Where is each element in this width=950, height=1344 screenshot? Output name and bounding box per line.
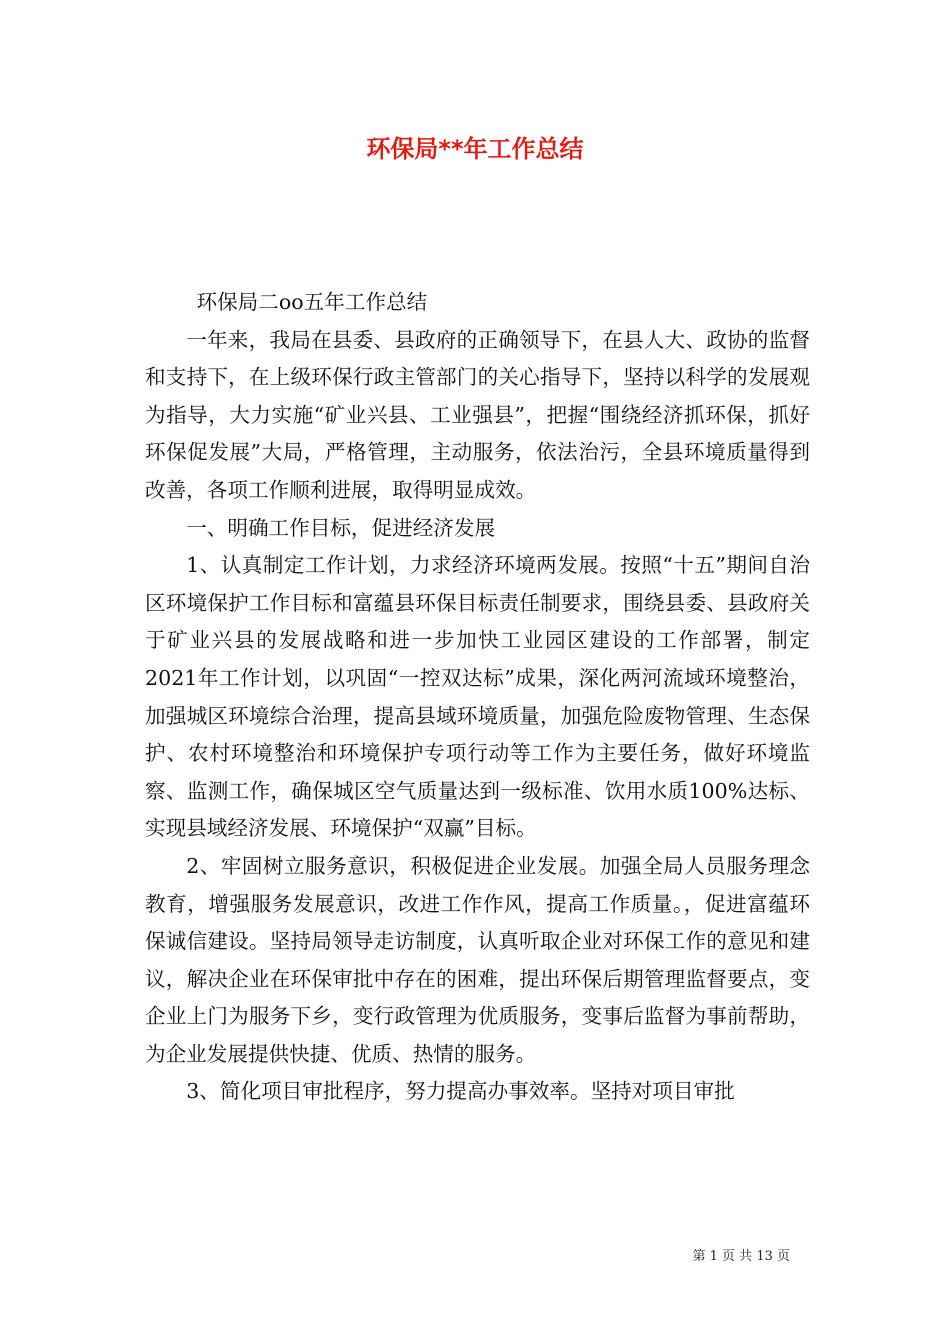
section-heading: 一、明确工作目标，促进经济发展 bbox=[186, 515, 496, 540]
body-paragraph-item-2: 2、牢固树立服务意识，积极促进企业发展。加强全局人员服务理念教育，增强服务发展意识，改进工作作风，提高工作质量。，促进富蕴环保诚信建设。坚持局领导走访制度，认真听取企业对环保工作的意见和建议，解决企业在环保审批中存在的困难，提出环保后期管理监督要点，变企业上门为服务下乡，变行政管理为优质服务，变事后监督为事前帮助，为企业发展提供快捷、优质、热情的服务。 bbox=[145, 853, 810, 1066]
body-paragraph-item-3: 3、简化项目审批程序，努力提高办事效率。坚持对项目审批 bbox=[186, 1079, 735, 1104]
body-paragraph-subtitle: 环保局二oo五年工作总结 bbox=[196, 290, 428, 314]
document-title: 环保局**年工作总结 bbox=[366, 135, 584, 163]
page-number-footer: 第 1 页 共 13 页 bbox=[692, 1249, 790, 1264]
body-paragraph-item-1: 1、认真制定工作计划，力求经济环境两发展。按照“十五”期间自治区环境保护工作目标和富蕴县环保目标责任制要求，围绕县委、县政府关于矿业兴县的发展战略和进一步加快工业园区建设的工作部署，制定2021年工作计划，以巩固“一控双达标”成果，深化两河流域环境整治，加强城区环境综合治理，提高县域环境质量，加强危险废物管理、生态保护、农村环境整治和环境保护专项行动等工作为主要任务，做好环境监察、监测工作，确保城区空气质量达到一级标准、饮用水质100%达标、实现县域经济发展、环境保护“双赢”目标。 bbox=[145, 553, 810, 841]
document-body bbox=[145, 284, 810, 1111]
body-paragraph-intro: 一年来，我局在县委、县政府的正确领导下，在县人大、政协的监督和支持下，在上级环保行政主管部门的关心指导下，坚持以科学的发展观为指导，大力实施“矿业兴县、工业强县”，把握“围绕经济抓环保，抓好环保促发展”大局，严格管理，主动服务，依法治污，全县环境质量得到改善，各项工作顺利进展，取得明显成效。 bbox=[145, 327, 810, 502]
